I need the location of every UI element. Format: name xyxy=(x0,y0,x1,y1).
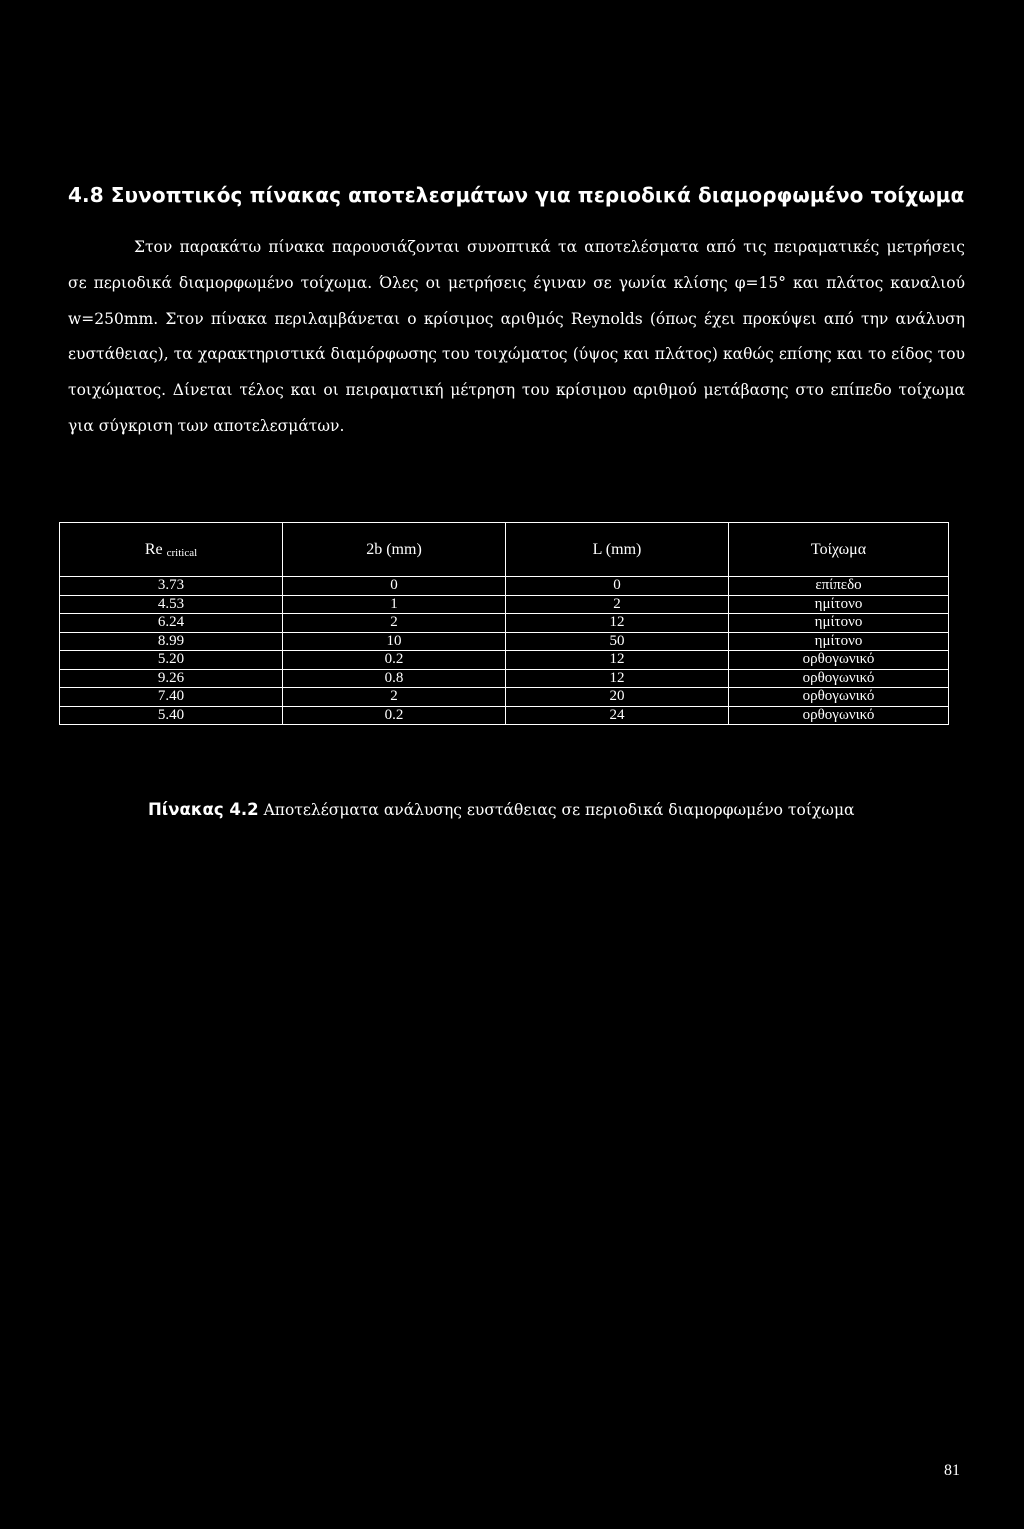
cell-re: 3.73 xyxy=(60,577,283,596)
cell-2b: 2 xyxy=(283,688,506,707)
cell-re: 4.53 xyxy=(60,595,283,614)
table-row xyxy=(60,577,949,596)
cell-2b: 10 xyxy=(283,632,506,651)
cell-re: 9.26 xyxy=(60,669,283,688)
cell-l: 2 xyxy=(506,595,729,614)
cell-wall: ορθογωνικό xyxy=(729,669,949,688)
cell-re: 5.40 xyxy=(60,706,283,725)
cell-wall: ορθογωνικό xyxy=(729,688,949,707)
cell-wall: ημίτονο xyxy=(729,595,949,614)
cell-l: 0 xyxy=(506,577,729,596)
cell-l: 12 xyxy=(506,669,729,688)
table-row xyxy=(60,595,949,614)
cell-re: 5.20 xyxy=(60,651,283,670)
cell-2b: 0.2 xyxy=(283,651,506,670)
page-number: 81 xyxy=(944,1462,960,1479)
table-row xyxy=(60,614,949,633)
cell-l: 12 xyxy=(506,651,729,670)
header-re-critical xyxy=(60,523,283,577)
cell-2b: 2 xyxy=(283,614,506,633)
table-caption xyxy=(148,800,948,819)
cell-re: 6.24 xyxy=(60,614,283,633)
cell-l: 24 xyxy=(506,706,729,725)
cell-l: 50 xyxy=(506,632,729,651)
table-row xyxy=(60,706,949,725)
cell-wall: ημίτονο xyxy=(729,632,949,651)
cell-wall: επίπεδο xyxy=(729,577,949,596)
cell-l: 20 xyxy=(506,688,729,707)
table-header-row xyxy=(60,523,949,577)
cell-re: 8.99 xyxy=(60,632,283,651)
caption-label: Πίνακας 4.2 xyxy=(148,800,259,819)
header-re-sub: critical xyxy=(166,546,198,559)
cell-2b: 1 xyxy=(283,595,506,614)
table-row xyxy=(60,669,949,688)
table-row xyxy=(60,688,949,707)
header-l: L (mm) xyxy=(506,523,729,577)
table-row xyxy=(60,632,949,651)
section-heading: 4.8 Συνοπτικός πίνακας αποτελεσμάτων για περιοδικά διαμορφωμένο τοίχωμα xyxy=(68,183,965,207)
table-row xyxy=(60,651,949,670)
results-table xyxy=(59,522,949,725)
cell-2b: 0 xyxy=(283,577,506,596)
cell-re: 7.40 xyxy=(60,688,283,707)
caption-text: Αποτελέσματα ανάλυσης ευστάθειας σε περιοδικά διαμορφωμένο τοίχωμα xyxy=(258,801,855,819)
header-2b: 2b (mm) xyxy=(283,523,506,577)
header-wall: Τοίχωμα xyxy=(729,523,949,577)
section-paragraph: Στον παρακάτω πίνακα παρουσιάζονται συνοπτικά τα αποτελέσματα από τις πειραματικές μετρήσεις σε περιοδικά διαμορφωμένο τοίχωμα. Όλες οι μετρήσεις έγιναν σε γωνία κλίσης φ=15° και πλάτος καναλιού w=250mm. Στον πίνακα περιλαμβάνεται ο κρίσιμος αριθμός Reynolds (όπως έχει προκύψει από την ανάλυση ευστάθειας), τα χαρακτηριστικά διαμόρφωσης του τοιχώματος (ύψος και πλάτος) καθώς επίσης και το είδος του τοιχώματος. Δίνεται τέλος και οι πειραματική μέτρηση του κρίσιμου αριθμού μετάβασης στο επίπεδο τοίχωμα για σύγκριση των αποτελεσμάτων. xyxy=(68,238,965,435)
cell-wall: ημίτονο xyxy=(729,614,949,633)
cell-wall: ορθογωνικό xyxy=(729,651,949,670)
cell-wall: ορθογωνικό xyxy=(729,706,949,725)
cell-2b: 0.2 xyxy=(283,706,506,725)
cell-l: 12 xyxy=(506,614,729,633)
cell-2b: 0.8 xyxy=(283,669,506,688)
header-re-main: Re xyxy=(144,540,163,558)
